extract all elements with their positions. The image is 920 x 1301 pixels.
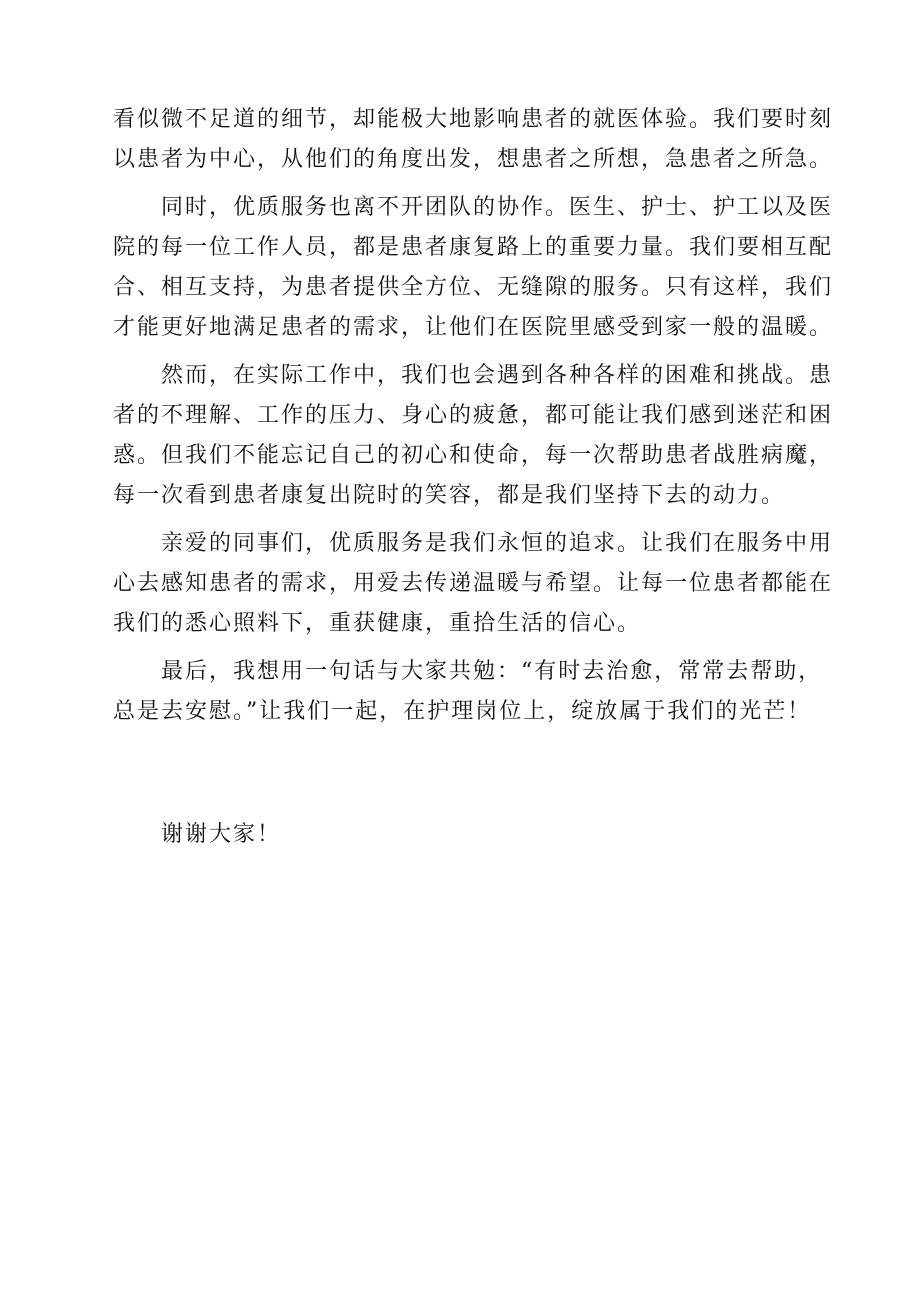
text-line: 我们的悉心照料下，重获健康，重拾生活的信心。 xyxy=(113,611,642,636)
text-line: 心去感知患者的需求，用爱去传递温暖与希望。让每一位患者都能在 xyxy=(113,571,834,596)
text-line: 才能更好地满足患者的需求，让他们在医院里感受到家一般的温暖。 xyxy=(113,315,834,340)
paragraph-p2 xyxy=(113,188,834,348)
paragraph-p5 xyxy=(113,652,823,732)
closing-remark: 谢谢大家！ xyxy=(161,822,282,847)
text-line: 院的每一位工作人员，都是患者康复路上的重要力量。我们要相互配 xyxy=(113,235,834,260)
paragraph-p1 xyxy=(113,100,834,180)
text-line: 看似微不足道的细节，却能极大地影响患者的就医体验。我们要时刻 xyxy=(113,107,834,132)
text-line: 每一次看到患者康复出院时的笑容，都是我们坚持下去的动力。 xyxy=(113,483,786,508)
document-body xyxy=(113,100,834,740)
text-line: 以患者为中心，从他们的角度出发，想患者之所想，急患者之所急。 xyxy=(113,147,834,172)
text-line: 惑。但我们不能忘记自己的初心和使命，每一次帮助患者战胜病魔， xyxy=(113,443,834,468)
paragraph-p4 xyxy=(113,524,834,644)
text-line: 亲爱的同事们，优质服务是我们永恒的追求。让我们在服务中用 xyxy=(161,531,834,556)
text-line: 然而，在实际工作中，我们也会遇到各种各样的困难和挑战。患 xyxy=(161,363,834,388)
text-line: 总是去安慰。”让我们一起，在护理岗位上，绽放属于我们的光芒！ xyxy=(113,699,812,724)
paragraph-p3 xyxy=(113,356,834,516)
text-line: 同时，优质服务也离不开团队的协作。医生、护士、护工以及医 xyxy=(161,195,834,220)
text-line: 最后，我想用一句话与大家共勉：“有时去治愈，常常去帮助， xyxy=(161,659,823,684)
text-line: 合、相互支持，为患者提供全方位、无缝隙的服务。只有这样，我们 xyxy=(113,275,834,300)
text-line: 者的不理解、工作的压力、身心的疲惫，都可能让我们感到迷茫和困 xyxy=(113,403,834,428)
